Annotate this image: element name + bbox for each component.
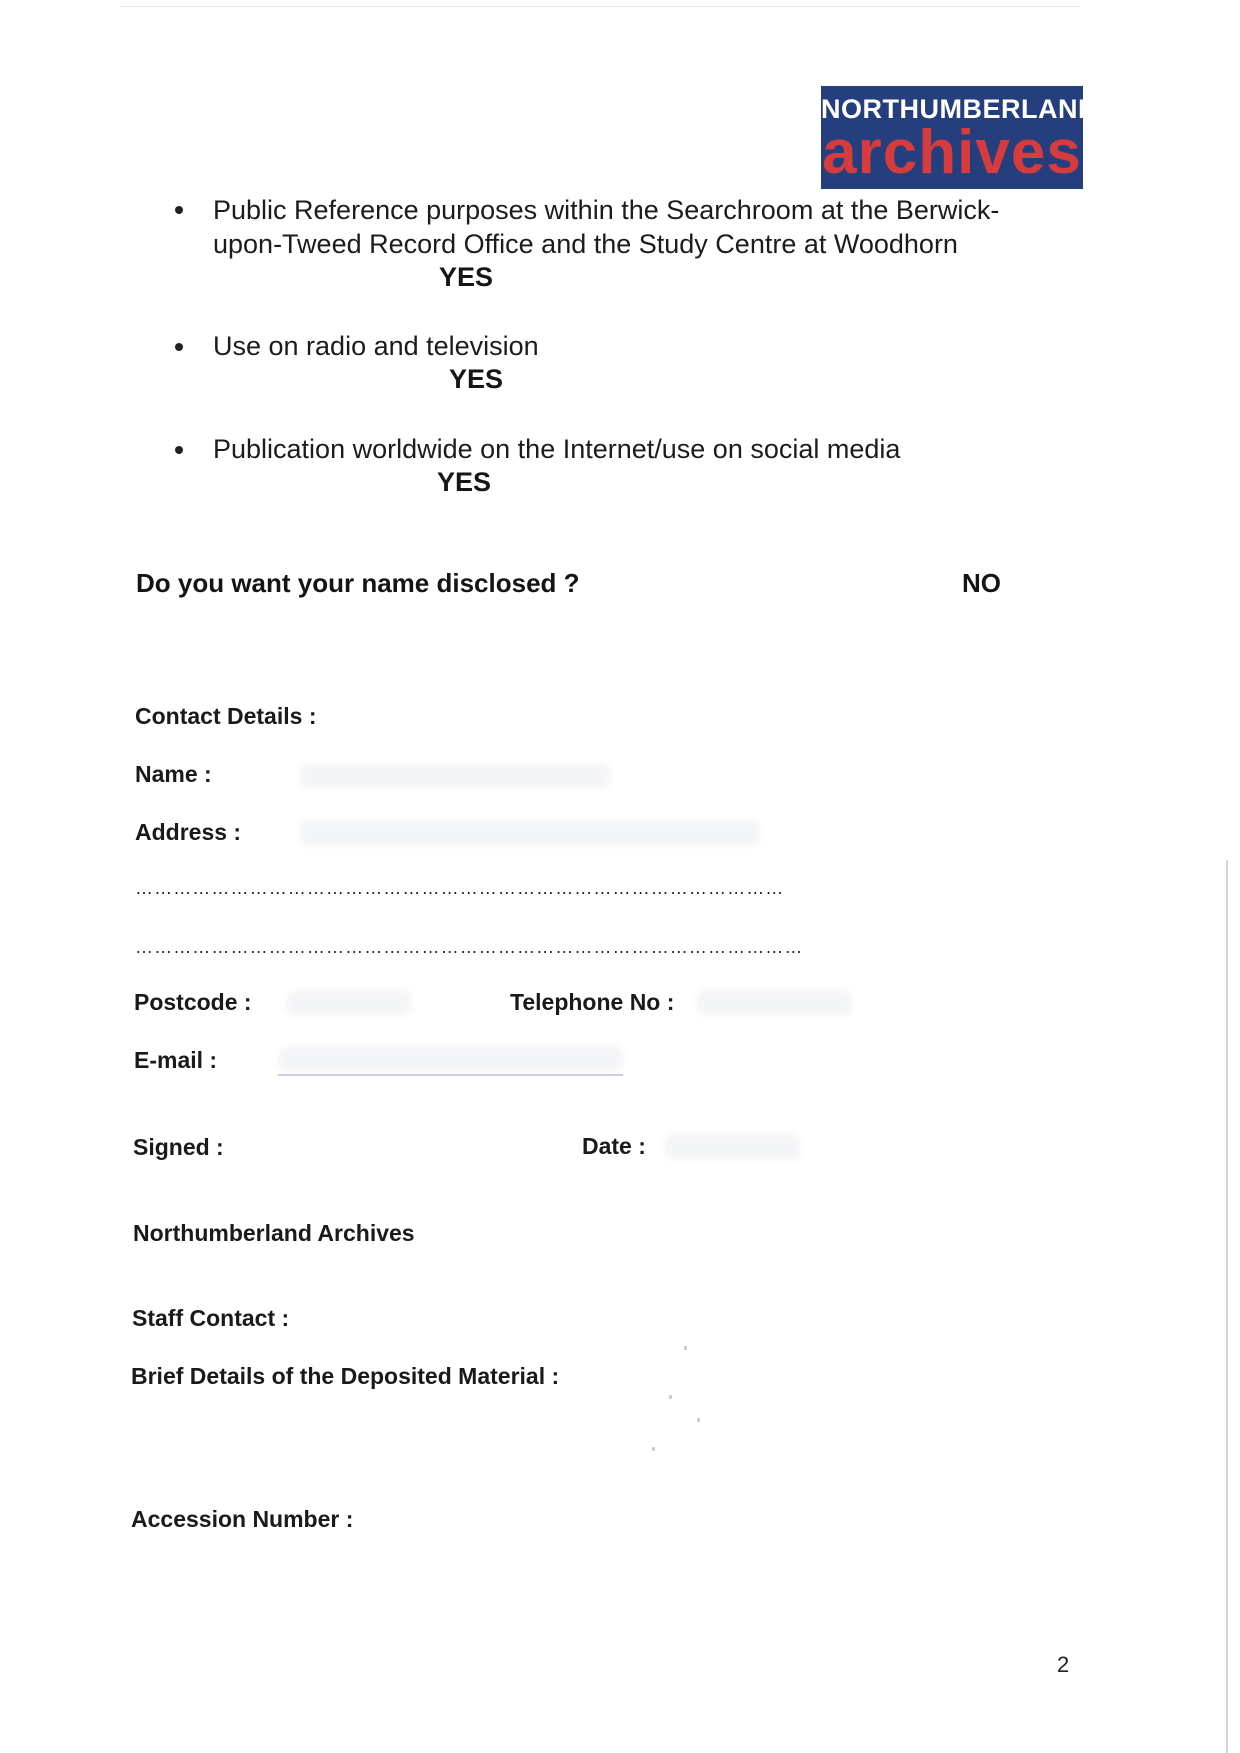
scan-speck	[652, 1447, 655, 1451]
telephone-value-redacted	[697, 990, 852, 1016]
address-line-3: ……………………………………………………………………………………………	[135, 937, 804, 957]
scan-top-edge	[120, 6, 1080, 7]
bullet-icon	[175, 446, 183, 454]
use-item-internet-answer: YES	[437, 467, 492, 497]
name-disclosed-answer: NO	[962, 568, 1001, 598]
address-label: Address :	[135, 819, 242, 845]
logo-line-1: NORTHUMBERLAND	[821, 94, 1098, 124]
date-label: Date :	[582, 1133, 646, 1159]
northumberland-archives-logo	[821, 86, 1098, 189]
use-item-radio-tv-answer: YES	[449, 364, 504, 394]
scan-speck	[684, 1346, 687, 1350]
signed-label: Signed :	[133, 1134, 224, 1160]
name-value-redacted	[300, 763, 610, 789]
bullet-icon	[175, 343, 183, 351]
use-item-public-reference-line1: Public Reference purposes within the Searchroom at the Berwick-	[213, 195, 1000, 225]
staff-contact-label: Staff Contact :	[132, 1305, 290, 1331]
logo-line-2: archives	[822, 118, 1082, 187]
deposited-material-label: Brief Details of the Deposited Material :	[131, 1363, 560, 1389]
scan-speck	[697, 1418, 700, 1422]
scan-speck	[669, 1395, 672, 1399]
use-item-public-reference-answer: YES	[439, 262, 494, 292]
postcode-value-redacted	[286, 990, 411, 1016]
use-item-public-reference-line2: upon-Tweed Record Office and the Study Centre at Woodhorn	[213, 229, 958, 259]
postcode-label: Postcode :	[134, 989, 252, 1015]
use-item-internet: Publication worldwide on the Internet/use on social media	[213, 434, 901, 464]
email-label: E-mail :	[134, 1047, 218, 1073]
bullet-icon	[175, 206, 183, 214]
telephone-label: Telephone No :	[510, 989, 675, 1015]
address-line-2: …………………………………………………………………………………………	[135, 878, 785, 898]
use-item-radio-tv: Use on radio and television	[213, 331, 539, 361]
scan-right-edge	[1226, 860, 1228, 1753]
email-value-redacted	[278, 1046, 623, 1072]
address-value-redacted	[300, 820, 760, 846]
date-value-redacted	[665, 1134, 800, 1160]
email-underline	[278, 1074, 623, 1076]
page-number: 2	[1057, 1652, 1070, 1677]
accession-number-label: Accession Number :	[131, 1506, 354, 1532]
name-disclosed-question: Do you want your name disclosed ?	[136, 568, 580, 598]
contact-details-heading: Contact Details :	[135, 703, 317, 729]
northumberland-archives-heading: Northumberland Archives	[133, 1220, 415, 1246]
name-label: Name :	[135, 761, 212, 787]
